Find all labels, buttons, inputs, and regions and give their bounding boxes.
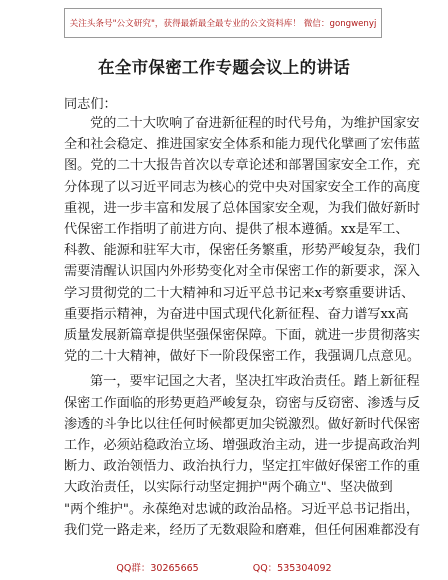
footer-contacts xyxy=(0,560,448,574)
body-line: 图。党的二十大报告首次以专章论述和部署国家安全工作，充 xyxy=(64,158,421,174)
body-line: 重视，进一步丰富和发展了总体国家安全观，为我们做好新时 xyxy=(64,200,421,216)
body-line: 党的二十大精神，做好下一阶段保密工作，我强调几点意见。 xyxy=(64,349,421,365)
body-line: 渗透的斗争比以往任何时候都更加尖锐激烈。做好新时代保密 xyxy=(64,416,421,432)
body-line: 我们党一路走来，经历了无数艰险和磨难，但任何困难都没有 xyxy=(64,522,421,538)
body-line: 保密工作面临的形势更趋严峻复杂，窃密与反窃密、渗透与反 xyxy=(64,395,421,411)
footer-qq-group: QQ群：30265665 xyxy=(116,563,199,574)
body-line: 代保密工作指明了前进方向、提供了根本遵循。xx是军工、 xyxy=(64,222,409,237)
body-line: 第一，要牢记国之大者，坚决扛牢政治责任。踏上新征程 xyxy=(90,374,420,390)
body-line: 断力、政治领悟力、政治执行力，坚定扛牢做好保密工作的重 xyxy=(64,459,421,475)
body-line: "两个维护"。永葆绝对忠诚的政治品格。习近平总书记指出， xyxy=(64,501,420,517)
body-line: 科教、能源和驻军大市，保密任务繁重，形势严峻复杂，我们 xyxy=(64,243,421,259)
body-line: 工作，必须站稳政治立场、增强政治主动，进一步提高政治判 xyxy=(64,438,421,453)
document-title: 在全市保密工作专题会议上的讲话 xyxy=(98,58,350,77)
greeting: 同志们： xyxy=(64,97,117,112)
footer-qq: QQ：535304092 xyxy=(252,563,332,574)
header-banner: 关注头条号"公文研究"，获得最新最全最专业的公文资料库！ 微信：gongwenyj xyxy=(64,8,382,38)
body-line: 质量发展新篇章提供坚强保密保障。下面，就进一步贯彻落实 xyxy=(64,328,421,343)
body-line: 大政治责任，以实际行动坚定拥护"两个确立"、坚决做到 xyxy=(64,480,393,496)
body-line: 全和社会稳定、推进国家安全体系和能力现代化擘画了宏伟蓝 xyxy=(64,137,421,153)
body-line: 党的二十大吹响了奋进新征程的时代号角，为维护国家安 xyxy=(90,116,420,131)
body-line: 学习贯彻党的二十大精神和习近平总书记来x考察重要讲话、 xyxy=(64,285,415,301)
body-line: 重要指示精神，为奋进中国式现代化新征程、奋力谱写xx高 xyxy=(64,306,409,322)
body-line: 需要清醒认识国内外形势变化对全市保密工作的新要求，深入 xyxy=(64,264,421,280)
body-line: 分体现了以习近平同志为核心的党中央对国家安全工作的高度 xyxy=(64,179,421,195)
